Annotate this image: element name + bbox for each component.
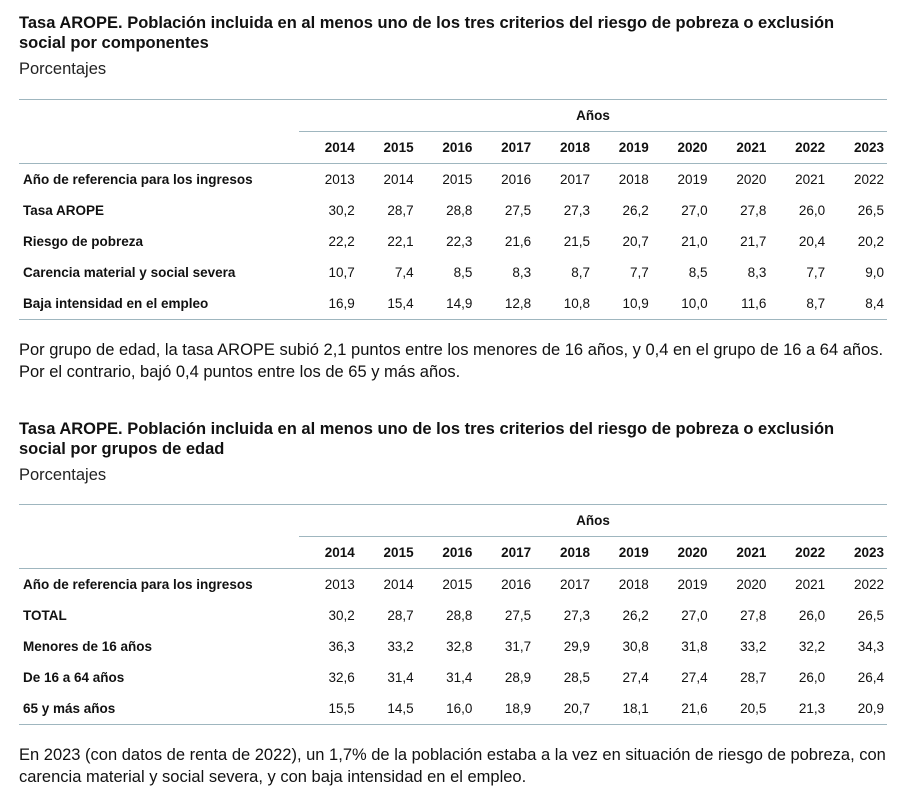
year-header: 2017	[475, 132, 534, 164]
year-header: 2022	[769, 132, 828, 164]
year-header: 2020	[652, 537, 711, 569]
table-row	[19, 226, 887, 257]
row-label: De 16 a 64 años	[23, 670, 125, 685]
row-label: Año de referencia para los ingresos	[23, 172, 253, 187]
table-cell: 20,7	[622, 234, 649, 249]
table-cell: 28,9	[504, 670, 532, 685]
table-row	[19, 693, 887, 725]
table-cell: 27,3	[563, 608, 590, 623]
year-header: 2021	[711, 132, 770, 164]
year-header: 2019	[593, 132, 652, 164]
table-cell: 11,6	[711, 288, 770, 320]
table-cell: 26,2	[622, 203, 649, 218]
row-label: Baja intensidad en el empleo	[19, 288, 299, 320]
section2-subtitle: Porcentajes	[19, 466, 107, 484]
table-cell: 10,8	[534, 288, 593, 320]
table-cell: 2015	[442, 577, 473, 592]
table-cell: 32,2	[798, 639, 826, 654]
table-cell: 8,4	[828, 288, 887, 320]
table-cell: 2013	[324, 577, 355, 592]
table-cell: 29,9	[563, 639, 590, 654]
table-cell: 16,0	[417, 693, 476, 725]
year-header: 2016	[417, 537, 476, 569]
table-cell: 31,4	[387, 670, 414, 685]
table-cell: 2019	[677, 172, 708, 187]
row-label: Carencia material y social severa	[23, 265, 236, 280]
table-cell: 21,5	[563, 234, 590, 249]
table-cell: 2020	[736, 577, 767, 592]
year-header: 2019	[593, 537, 652, 569]
table-cell: 27,3	[563, 203, 590, 218]
table-cell: 26,0	[798, 203, 826, 218]
table-cell: 2021	[795, 577, 826, 592]
year-header: 2016	[417, 132, 476, 164]
table-cell: 15,4	[358, 288, 417, 320]
table-cell: 26,0	[798, 608, 826, 623]
section2-title: Tasa AROPE. Población incluida en al menos uno de los tres criterios del riesgo de pobreza o exclusión social por grupos de edad	[19, 420, 835, 458]
section1-subtitle: Porcentajes	[19, 60, 107, 78]
table-cell: 2015	[442, 172, 473, 187]
table-cell: 20,4	[798, 234, 826, 249]
years-label: Años	[299, 505, 887, 537]
table-cell: 20,9	[828, 693, 887, 725]
paragraph-severe-combination: En 2023 (con datos de renta de 2022), un 1,7% de la población estaba a la vez en situación de riesgo de pobreza, con carencia material y social severa, y con baja intensidad en el empleo.	[19, 746, 886, 786]
year-header: 2020	[652, 132, 711, 164]
table-cell: 8,5	[453, 265, 473, 280]
table-cell: 2022	[853, 172, 884, 187]
table-cell: 2016	[501, 577, 532, 592]
table-header-row	[19, 132, 887, 164]
row-label: 65 y más años	[19, 693, 299, 725]
table-cell: 8,5	[688, 265, 708, 280]
table-header-empty	[19, 132, 299, 164]
section1-title: Tasa AROPE. Población incluida en al menos uno de los tres criterios del riesgo de pobreza o exclusión social por componentes	[19, 14, 835, 52]
table-cell: 10,7	[328, 265, 355, 280]
table-cell: 18,1	[593, 693, 652, 725]
table-years-header-row	[19, 505, 887, 537]
year-header: 2014	[299, 132, 358, 164]
table-cell: 2018	[618, 172, 649, 187]
row-label: Riesgo de pobreza	[23, 234, 144, 249]
table-cell: 2022	[853, 577, 884, 592]
row-label: Tasa AROPE	[23, 203, 105, 218]
year-header: 2015	[358, 537, 417, 569]
year-header: 2021	[711, 537, 770, 569]
table-row	[19, 257, 887, 288]
row-label: Menores de 16 años	[23, 639, 153, 654]
table-cell: 15,5	[299, 693, 358, 725]
table-cell: 8,3	[512, 265, 532, 280]
year-header: 2023	[828, 537, 887, 569]
table-cell: 27,5	[504, 608, 532, 623]
table-cell: 26,5	[857, 608, 884, 623]
table-cell: 21,6	[652, 693, 711, 725]
table-row	[19, 288, 887, 320]
table-row	[19, 164, 887, 196]
table-cell: 30,2	[328, 203, 355, 218]
table-cell: 26,4	[857, 670, 884, 685]
table-cell: 32,8	[446, 639, 473, 654]
table-cell: 31,8	[681, 639, 708, 654]
table-row	[19, 600, 887, 631]
table-cell: 8,7	[571, 265, 590, 280]
table-cell: 30,8	[622, 639, 649, 654]
table-cell: 10,9	[593, 288, 652, 320]
paragraph-age-groups: Por grupo de edad, la tasa AROPE subió 2,1 puntos entre los menores de 16 años, y 0,4 en el grupo de 16 a 64 años. Por el contrario, bajó 0,4 puntos entre los de 65 y más años.	[19, 341, 884, 381]
table-cell: 14,5	[358, 693, 417, 725]
table-cell: 31,7	[504, 639, 532, 654]
table-row	[19, 631, 887, 662]
table-cell: 28,8	[446, 203, 473, 218]
table-cell: 2020	[736, 172, 767, 187]
table-cell: 22,2	[328, 234, 355, 249]
year-header: 2022	[769, 537, 828, 569]
table-cell: 28,5	[563, 670, 590, 685]
year-header: 2017	[475, 537, 534, 569]
table-cell: 2014	[383, 577, 414, 592]
table-cell: 27,0	[681, 608, 708, 623]
table-cell: 21,7	[740, 234, 767, 249]
row-label: TOTAL	[23, 608, 67, 623]
table-cell: 18,9	[475, 693, 534, 725]
age-groups-table	[19, 504, 887, 725]
table-cell: 28,7	[740, 670, 767, 685]
table-cell: 2021	[795, 172, 826, 187]
table-cell: 27,8	[740, 203, 767, 218]
table-cell: 7,7	[630, 265, 649, 280]
table-cell: 2013	[324, 172, 355, 187]
table-cell: 20,5	[711, 693, 770, 725]
table-cell: 34,3	[857, 639, 884, 654]
table-cell: 26,0	[798, 670, 826, 685]
table-cell: 9,0	[865, 265, 884, 280]
table-cell: 28,7	[387, 608, 414, 623]
year-header: 2018	[534, 132, 593, 164]
table-cell: 10,0	[652, 288, 711, 320]
table-cell: 2014	[383, 172, 414, 187]
table-cell: 33,2	[387, 639, 414, 654]
table-cell: 27,4	[681, 670, 708, 685]
table-cell: 7,4	[394, 265, 414, 280]
table-cell: 21,6	[504, 234, 532, 249]
table-cell: 36,3	[328, 639, 355, 654]
table-row	[19, 569, 887, 601]
table-cell: 2017	[559, 577, 590, 592]
table-cell: 31,4	[446, 670, 473, 685]
table-cell: 28,7	[387, 203, 414, 218]
table-cell: 20,2	[857, 234, 884, 249]
table-corner-cell	[19, 505, 299, 537]
table-cell: 2019	[677, 577, 708, 592]
table-cell: 26,2	[622, 608, 649, 623]
table-cell: 2017	[559, 172, 590, 187]
table-cell: 22,3	[446, 234, 473, 249]
table-cell: 20,7	[534, 693, 593, 725]
year-header: 2015	[358, 132, 417, 164]
table-cell: 2018	[618, 577, 649, 592]
table-cell: 27,8	[740, 608, 767, 623]
table-cell: 21,3	[769, 693, 828, 725]
table-cell: 22,1	[387, 234, 414, 249]
table-cell: 33,2	[740, 639, 767, 654]
table-cell: 8,3	[747, 265, 767, 280]
table-cell: 27,5	[504, 203, 532, 218]
table-cell: 12,8	[475, 288, 534, 320]
table-header-row	[19, 537, 887, 569]
year-header: 2014	[299, 537, 358, 569]
year-header: 2023	[828, 132, 887, 164]
table-cell: 26,5	[857, 203, 884, 218]
table-cell: 16,9	[299, 288, 358, 320]
table-cell: 27,0	[681, 203, 708, 218]
components-table	[19, 99, 887, 320]
table-cell: 8,7	[769, 288, 828, 320]
table-row	[19, 195, 887, 226]
year-header: 2018	[534, 537, 593, 569]
row-label: Año de referencia para los ingresos	[23, 577, 253, 592]
table-cell: 14,9	[417, 288, 476, 320]
table-cell: 27,4	[622, 670, 649, 685]
table-cell: 7,7	[806, 265, 826, 280]
table-cell: 30,2	[328, 608, 355, 623]
years-label: Años	[299, 100, 887, 132]
table-header-empty	[19, 537, 299, 569]
table-years-header-row	[19, 100, 887, 132]
table-cell: 28,8	[446, 608, 473, 623]
table-corner-cell	[19, 100, 299, 132]
table-cell: 32,6	[328, 670, 355, 685]
table-cell: 21,0	[681, 234, 708, 249]
table-row	[19, 662, 887, 693]
table-cell: 2016	[501, 172, 532, 187]
